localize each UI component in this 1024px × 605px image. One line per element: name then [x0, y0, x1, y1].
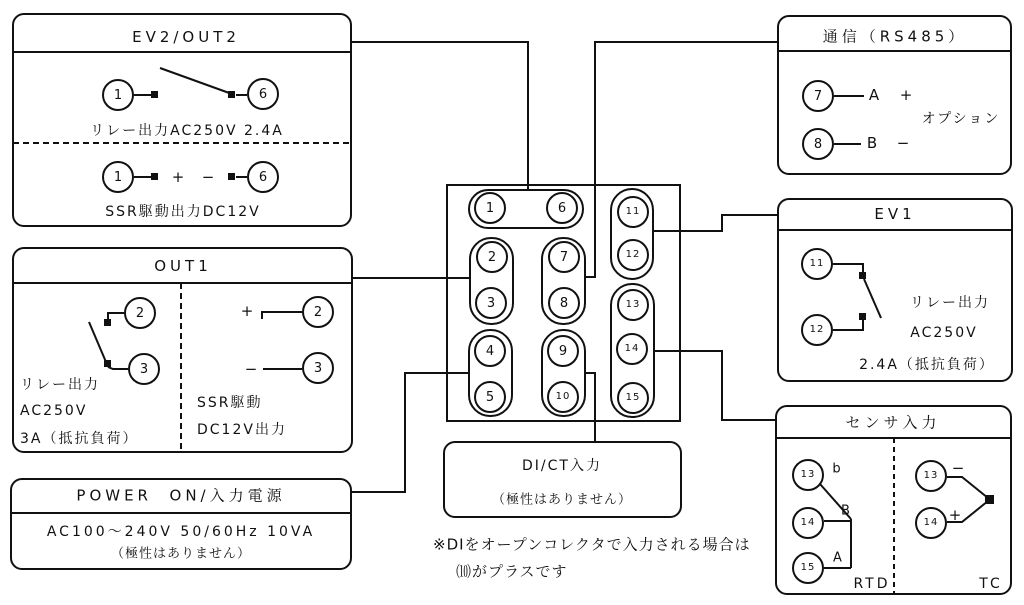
sensor-rtd-terminal-14: 14 [792, 507, 824, 539]
ev1-internal-wiring [833, 264, 881, 330]
out1-title: OUT1 [154, 257, 212, 275]
comm-terminal-8: 8 [802, 128, 834, 160]
out1-ssr-plus-sign: + [240, 302, 254, 320]
contact-dot [104, 319, 111, 326]
out1-relay-caption-2: AC250V [20, 403, 88, 419]
di-ct-polarity-note: （極性はありません） [491, 492, 633, 508]
comm-plus-sign: + [899, 86, 913, 104]
sensor-rtd-terminal-15: 15 [792, 552, 824, 584]
ev2-out2-title: EV2/OUT2 [132, 28, 240, 46]
block-terminal-10: 10 [547, 381, 579, 413]
comm-option-label: オプション [921, 111, 1001, 127]
out1-ssr-caption-1: SSR駆動 [197, 395, 263, 411]
sensor-tc-minus-sign: − [951, 459, 965, 477]
comm-label-b: B [866, 134, 878, 152]
block-terminal-9: 9 [547, 335, 579, 367]
sensor-rtd-wire-label-b: b [832, 461, 842, 477]
out1-ssr-terminal-2: 2 [302, 296, 334, 328]
footnote-line-1: ※DIをオープンコレクタで入力される場合は [433, 535, 751, 554]
out1-relay-terminal-3: 3 [128, 353, 160, 385]
ev2-relay-caption: リレー出力AC250V 2.4A [90, 123, 284, 139]
sensor-rtd-wire-label-A: A [833, 550, 843, 566]
relay-blade [864, 279, 881, 318]
comm-internal-wiring [834, 96, 864, 144]
ev1-caption-1: リレー出力 [910, 295, 990, 311]
wire [833, 320, 863, 330]
out1-internal-wiring [89, 312, 302, 369]
ev1-terminal-11: 11 [801, 248, 833, 280]
ev2-ssr-plus-sign: + [171, 168, 185, 186]
sensor-tc-terminal-13: 13 [915, 460, 947, 492]
relay-blade [89, 322, 106, 362]
ev2-ssr-minus-sign: − [201, 168, 215, 186]
ev2-relay-terminal-6: 6 [247, 78, 279, 110]
block-terminal-15: 15 [617, 382, 649, 414]
sensor-title: センサ入力 [845, 413, 941, 432]
contact-dot [151, 173, 158, 180]
ev2-relay-terminal-1: 1 [102, 79, 134, 111]
block-terminal-1: 1 [474, 192, 506, 224]
contact-dot [859, 272, 866, 279]
block-terminal-6: 6 [546, 192, 578, 224]
ev2-ssr-terminal-6: 6 [247, 161, 279, 193]
block-terminal-11: 11 [617, 196, 649, 228]
sensor-rtd-wire-label-B: B [841, 503, 851, 519]
sensor-tc-terminal-14: 14 [915, 507, 947, 539]
sensor-tc-plus-sign: + [948, 506, 962, 524]
wire [833, 264, 863, 272]
out1-ssr-terminal-3: 3 [302, 352, 334, 384]
sensor-rtd-label: RTD [853, 576, 891, 592]
sensor-internal-wiring [820, 477, 994, 568]
relay-blade [160, 68, 232, 94]
footnote-line-2: ⑽がプラスです [456, 562, 568, 581]
wire-ev2-to-terminals-1-6 [352, 42, 528, 189]
block-terminal-4: 4 [474, 335, 506, 367]
wire [262, 312, 302, 319]
tc-junction-dot [985, 495, 994, 504]
ev1-caption-3: 2.4A（抵抗負荷） [859, 357, 995, 373]
wire [108, 367, 128, 369]
out1-relay-caption-1: リレー出力 [20, 377, 100, 393]
comm-terminal-7: 7 [802, 80, 834, 112]
sensor-tc-label: TC [979, 576, 1003, 592]
contact-dot [228, 173, 235, 180]
ev1-terminal-12: 12 [801, 314, 833, 346]
ev1-title: EV1 [874, 205, 916, 223]
ev1-caption-2: AC250V [910, 325, 978, 341]
tc-wire-minus [947, 477, 988, 498]
out1-relay-caption-3: 3A（抵抗負荷） [20, 431, 139, 447]
di-ct-title: DI/CT入力 [522, 458, 602, 474]
power-spec: AC100～240V 50/60Hz 10VA [46, 524, 316, 540]
contact-dot [228, 91, 235, 98]
comm-title: 通信（RS485） [822, 27, 968, 46]
contact-dot [859, 313, 866, 320]
out1-ssr-caption-2: DC12V出力 [197, 422, 287, 438]
comm-label-a: A [868, 86, 880, 104]
out1-ssr-minus-sign: − [244, 360, 258, 378]
block-terminal-7: 7 [548, 241, 580, 273]
wire [108, 313, 124, 319]
block-terminal-3: 3 [475, 287, 507, 319]
block-terminal-2: 2 [476, 241, 508, 273]
block-terminal-5: 5 [474, 381, 506, 413]
contact-dot [151, 91, 158, 98]
contact-dot [104, 360, 111, 367]
ev2-ssr-terminal-1: 1 [102, 161, 134, 193]
power-polarity-note: （極性はありません） [110, 546, 252, 562]
ev2-ssr-caption: SSR駆動出力DC12V [105, 204, 261, 220]
sensor-rtd-terminal-13: 13 [792, 459, 824, 491]
block-terminal-12: 12 [617, 239, 649, 271]
out1-relay-terminal-2: 2 [124, 297, 156, 329]
power-title: POWER ON/入力電源 [76, 486, 286, 505]
block-terminal-13: 13 [617, 289, 649, 321]
block-terminal-14: 14 [616, 333, 648, 365]
block-terminal-8: 8 [548, 287, 580, 319]
comm-minus-sign: − [896, 134, 910, 152]
